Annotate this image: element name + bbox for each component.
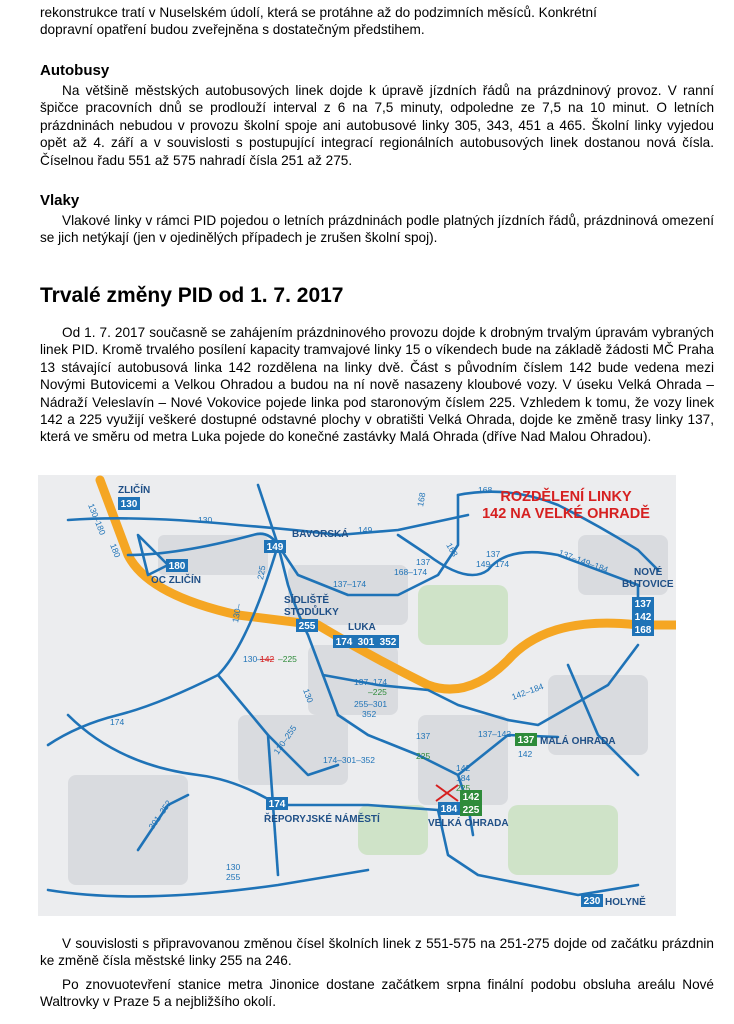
- badge-142-velka: 142: [462, 792, 480, 803]
- label-130-f: 130: [226, 862, 241, 872]
- intro-paragraph: [40, 4, 714, 39]
- badge-255: 255: [298, 621, 316, 632]
- badge-130: 130: [120, 499, 138, 510]
- label-142-side: 142: [518, 749, 533, 759]
- badge-137-mala: 137: [517, 735, 535, 746]
- label-174: 174: [110, 717, 125, 727]
- label-168-a: 168: [415, 491, 428, 508]
- label-149-174: 149–174: [476, 559, 510, 569]
- station-nove-2: BUTOVICE: [622, 579, 674, 590]
- label-184-v: 184: [456, 773, 471, 783]
- label-180: 180: [108, 542, 123, 559]
- vlaky-paragraph: Vlakové linky v rámci PID pojedou o letních prázdninách podle platných jízdních řádů, prázdninová omezení se jich netýkají (jen v ojedinělých případech je zrušen školní spoj).: [40, 213, 714, 246]
- label-130-d: 130–: [230, 602, 244, 624]
- map-title-line-1: ROZDĚLENÍ LINKY: [500, 489, 632, 505]
- badge-174: 174: [335, 637, 353, 648]
- label-137-a: 137: [416, 557, 431, 567]
- badge-149: 149: [266, 542, 284, 553]
- label-130-255: 130–255: [271, 723, 299, 757]
- label-137-b: 137: [416, 731, 431, 741]
- label-142-v: 142: [456, 763, 471, 773]
- label-130: 130: [198, 515, 213, 525]
- label-137-142: 137–142: [478, 729, 512, 739]
- label-130-180: 130–180: [86, 502, 108, 537]
- label-352: 352: [362, 709, 377, 719]
- outro-paragraph-2: Po znovuotevření stanice metra Jinonice dostane začátkem srpna finální podobu obsluha areálu Nové Waltrovky v Praze 5 a nejbližšího okolí.: [40, 977, 714, 1010]
- badge-137: 137: [634, 599, 652, 610]
- label-174-301-352: 174–301–352: [323, 755, 376, 765]
- label-142-184: 142–184: [510, 681, 545, 702]
- label-168-c: 168: [444, 541, 461, 559]
- badge-142: 142: [634, 612, 652, 623]
- badge-230: 230: [583, 896, 601, 907]
- station-mala-ohrada: MALÁ OHRADA: [540, 736, 616, 747]
- label-301-352: 301–352: [146, 798, 174, 832]
- label-225-c: –225: [368, 687, 387, 697]
- section-heading: Trvalé změny PID od 1. 7. 2017: [40, 284, 344, 307]
- map-title-line-2: 142 NA VELKÉ OHRADĚ: [482, 506, 650, 522]
- station-reporyjske: ŘEPORYJSKÉ NÁMĚSTÍ: [264, 814, 380, 825]
- station-luka: LUKA: [348, 622, 376, 633]
- vlaky-heading: Vlaky: [40, 192, 80, 209]
- intro-line-1: rekonstrukce tratí v Nuselském údolí, která se protáhne až do podzimních měsíců. Konkrétní: [40, 5, 597, 20]
- label-225-b: –225: [278, 654, 297, 664]
- badge-168: 168: [634, 625, 652, 636]
- station-bavorska: BAVORSKÁ: [292, 529, 349, 540]
- station-oc-zlicin: OC ZLIČÍN: [151, 575, 201, 586]
- intro-line-2: dopravní opatření budou zveřejněna s dostatečným předstihem.: [40, 22, 425, 38]
- label-130-v: 130: [301, 687, 316, 705]
- badge-225: 225: [462, 805, 480, 816]
- station-velka-ohrada: VELKÁ OHRADA: [428, 818, 509, 829]
- station-zlicin: ZLIČÍN: [118, 485, 151, 496]
- label-225-d: 225: [416, 751, 431, 761]
- autobusy-heading: Autobusy: [40, 62, 110, 79]
- outro-paragraph-1: V souvislosti s připravovanou změnou čísel školních linek z 551-575 na 251-275 dojde od začátku prázdnin ke změně čísla městské linky 255 na 246.: [40, 936, 714, 969]
- station-nove-1: NOVÉ: [634, 567, 663, 578]
- badge-301: 301: [357, 637, 375, 648]
- autobusy-paragraph: Na většině městských autobusových linek dojde k úpravě jízdních řádů na prázdninový provoz. V ranní špičce pracovních dnů se prodlouží interval z 6 na 7,5 minuty, odpoledne ze 7,5 na 10 minut. O letních prázdninách nebudou v provozu školní spoje ani autobusové linky 305, 343, 451 a 465. Školní linky vyjedou opět až 4. září a v souvislosti s postupující integrací regionálních autobusových linek dostanou nová čísla. Číselnou řadu 551 až 575 nahradí čísla 251 až 275.: [40, 83, 714, 168]
- route-map: [38, 475, 676, 916]
- label-142-struck: 142: [260, 654, 275, 664]
- label-255-f: 255: [226, 872, 241, 882]
- label-137-174: 137–174: [333, 579, 367, 589]
- label-137-149-184: 137–149–184: [557, 547, 610, 575]
- label-130-e: 130–: [243, 654, 262, 664]
- label-168-b: 168: [478, 485, 493, 495]
- station-holyne: HOLYNĚ: [605, 897, 646, 908]
- station-sidliste-1: SÍDLIŠTĚ: [284, 595, 330, 606]
- badge-184: 184: [440, 804, 458, 815]
- badge-180: 180: [168, 561, 186, 572]
- section-paragraph: Od 1. 7. 2017 současně se zahájením prázdninového provozu dojde k drobným trvalým úpravám vybraných linek PID. Kromě trvalého posílení kapacity tramvajové linky 15 o víkendech bude na základě žádosti MČ Praha 13 stávající autobusová linka 142 rozdělena na linky dvě. Část s původním číslem 142 bude vedena mezi Novými Butovicemi a Velkou Ohradou a budou na ní nově nasazeny kloubové vozy. V úseku Velká Ohrada – Nádraží Veleslavín – Nové Vokovice pojede linka pod staronovým číslem 225. Vzhledem k tomu, že vozy linek 142 a 225 využijí veškeré dostupné odstavné plochy v obratišti Velká Ohrada, dojde ke změně trasy linky 137, která ve směru od metra Luka pojede do konečné zastávky Malá Ohrada (dříve Nad Malou Ohradou).: [40, 325, 714, 445]
- label-137-174-b: 137–174: [354, 677, 388, 687]
- label-137-top: 137: [486, 549, 501, 559]
- badge-352: 352: [379, 637, 397, 648]
- label-225-a: 225: [255, 564, 268, 581]
- label-255-301: 255–301: [354, 699, 388, 709]
- label-225-v: 225: [456, 783, 471, 793]
- badge-174-rep: 174: [268, 799, 286, 810]
- label-149: 149: [358, 525, 373, 535]
- label-168-174: 168–174: [394, 567, 428, 577]
- station-sidliste-2: STODŮLKY: [284, 607, 339, 618]
